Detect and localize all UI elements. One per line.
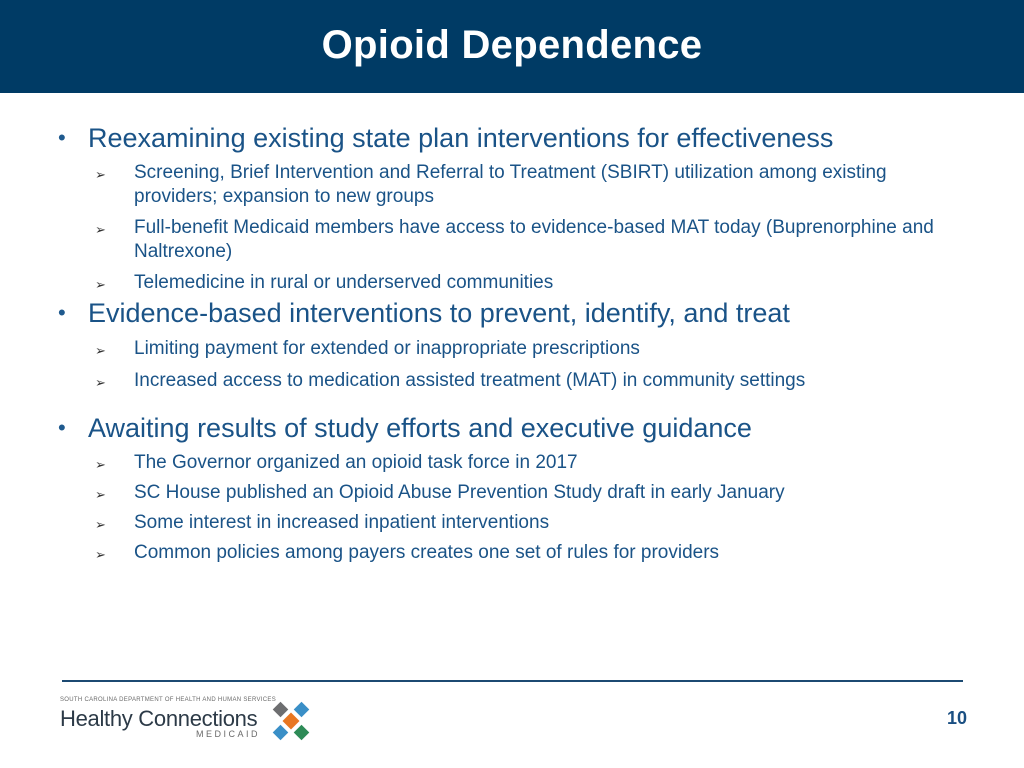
sub-item-text: Common policies among payers creates one set of rules for providers	[134, 542, 720, 563]
footer-divider	[62, 680, 963, 682]
arrow-bullet-icon: ➢	[95, 517, 106, 532]
sub-item	[95, 216, 975, 264]
slide-title: Opioid Dependence	[321, 23, 703, 67]
bullet-reexamining	[58, 122, 833, 154]
bullet-text: Evidence-based interventions to prevent, identify, and treat	[88, 298, 790, 328]
sub-item	[95, 369, 975, 395]
page-number: 10	[946, 708, 967, 728]
sub-item	[95, 481, 975, 507]
sub-item-text: SC House published an Opioid Abuse Prevention Study draft in early January	[134, 482, 785, 503]
sub-item-text: The Governor organized an opioid task force in 2017	[134, 452, 578, 473]
sub-item	[95, 161, 975, 209]
bullet-awaiting-results	[58, 412, 752, 444]
logo-name-text: Healthy Connections	[60, 706, 258, 731]
sub-item-text: Some interest in increased inpatient interventions	[134, 512, 550, 533]
arrow-bullet-icon: ➢	[95, 457, 106, 472]
arrow-bullet-icon: ➢	[95, 222, 106, 237]
bullet-text: Awaiting results of study efforts and executive guidance	[88, 413, 752, 443]
bullet-icon: •	[58, 300, 66, 325]
sub-item	[95, 511, 975, 537]
bullet-evidence-based	[58, 297, 790, 329]
arrow-bullet-icon: ➢	[95, 547, 106, 562]
arrow-bullet-icon: ➢	[95, 167, 106, 182]
arrow-bullet-icon: ➢	[95, 487, 106, 502]
sub-item-text: Limiting payment for extended or inappropriate prescriptions	[134, 338, 640, 359]
arrow-bullet-icon: ➢	[95, 277, 106, 292]
arrow-bullet-icon: ➢	[95, 375, 106, 390]
sub-item	[95, 451, 975, 477]
bullet-icon: •	[58, 415, 66, 440]
sub-item-text: Full-benefit Medicaid members have access to evidence-based MAT today (Buprenorphine and Naltrexone)	[134, 217, 934, 262]
healthy-connections-logo	[60, 697, 320, 747]
logo-department-text: SOUTH CAROLINA DEPARTMENT OF HEALTH AND HUMAN SERVICES	[60, 697, 277, 703]
bullet-icon: •	[58, 125, 66, 150]
healthy-connections-x-mark-icon	[272, 699, 314, 743]
sub-item-text: Increased access to medication assisted treatment (MAT) in community settings	[134, 370, 806, 391]
arrow-bullet-icon: ➢	[95, 343, 106, 358]
sub-item	[95, 541, 975, 567]
logo-medicaid-text: MEDICAID	[196, 729, 261, 739]
sub-item	[95, 271, 975, 297]
sub-item	[95, 337, 975, 363]
sub-item-text: Telemedicine in rural or underserved communities	[134, 272, 554, 293]
title-bar	[0, 0, 1024, 93]
sub-item-text: Screening, Brief Intervention and Referral to Treatment (SBIRT) utilization among existing providers; expansion to new groups	[134, 162, 887, 207]
bullet-text: Reexamining existing state plan interventions for effectiveness	[88, 123, 834, 153]
